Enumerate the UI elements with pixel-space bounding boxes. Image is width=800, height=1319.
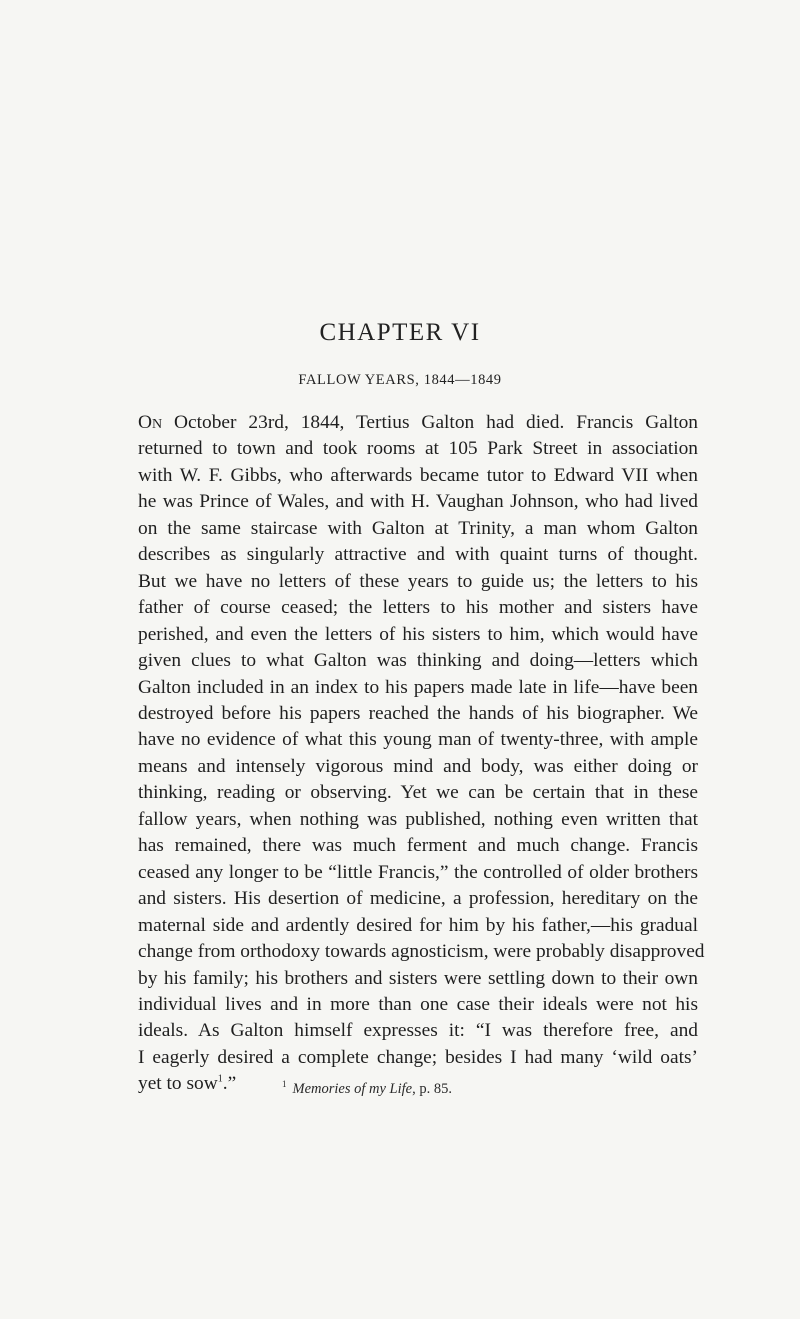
body-line: ideals. As Galton himself expresses it: “I was therefore free, and: [138, 1020, 698, 1042]
body-line: given clues to what Galton was thinking and doing—letters which: [138, 650, 698, 672]
body-line: has remained, there was much ferment and much change. Francis: [138, 835, 698, 857]
footnote-page: , p. 85.: [412, 1080, 452, 1097]
footnote-source-title: Memories of my Life: [292, 1080, 413, 1097]
body-line: and sisters. His desertion of medicine, a profession, hereditary on the: [138, 888, 698, 910]
body-line: thinking, reading or observing. Yet we can be certain that in these: [138, 782, 698, 804]
body-line: But we have no letters of these years to guide us; the letters to his: [138, 570, 698, 592]
body-line: individual lives and in more than one case their ideals were not his: [138, 993, 698, 1015]
footnote: [282, 1079, 452, 1098]
body-line: by his family; his brothers and sisters were settling down to their own: [138, 967, 698, 989]
body-line: returned to town and took rooms at 105 Park Street in association: [138, 438, 698, 460]
footnote-reference: 1: [217, 1073, 223, 1085]
body-line: means and intensely vigorous mind and body, was either doing or: [138, 755, 698, 777]
chapter-subtitle: FALLOW YEARS, 1844—1849: [298, 372, 502, 388]
body-line: Galton included in an index to his papers made late in life—have been: [138, 676, 698, 698]
body-line: [138, 410, 698, 436]
body-line: destroyed before his papers reached the hands of his biographer. We: [138, 702, 698, 724]
body-line: with W. F. Gibbs, who afterwards became tutor to Edward VII when: [138, 464, 698, 486]
body-line: change from orthodoxy towards agnosticism, were probably disapproved: [138, 941, 705, 963]
body-last-line-text: yet to sow: [138, 1073, 218, 1095]
body-line: on the same staircase with Galton at Trinity, a man whom Galton: [138, 517, 698, 539]
footnote-mark: 1: [282, 1079, 287, 1089]
body-line: he was Prince of Wales, and with H. Vaughan Johnson, who had lived: [138, 491, 698, 513]
body-line: ceased any longer to be “little Francis,” the controlled of older brothers: [138, 861, 698, 883]
opening-small-caps: On: [138, 412, 163, 433]
body-line: describes as singularly attractive and with quaint turns of thought.: [138, 544, 698, 566]
body-last-line-end: .”: [222, 1073, 237, 1095]
body-line: I eagerly desired a complete change; besides I had many ‘wild oats’: [138, 1046, 698, 1068]
body-line: fallow years, when nothing was published, nothing even written that: [138, 808, 698, 830]
body-paragraph: [138, 410, 705, 1098]
body-line: perished, and even the letters of his sisters to him, which would have: [138, 623, 698, 645]
body-line-text: October 23rd, 1844, Tertius Galton had died. Francis Galton: [162, 412, 698, 433]
chapter-title: CHAPTER VI: [319, 319, 481, 346]
body-line: maternal side and ardently desired for him by his father,—his gradual: [138, 914, 698, 936]
body-line: father of course ceased; the letters to his mother and sisters have: [138, 597, 698, 619]
body-line: have no evidence of what this young man of twenty-three, with ample: [138, 729, 698, 751]
